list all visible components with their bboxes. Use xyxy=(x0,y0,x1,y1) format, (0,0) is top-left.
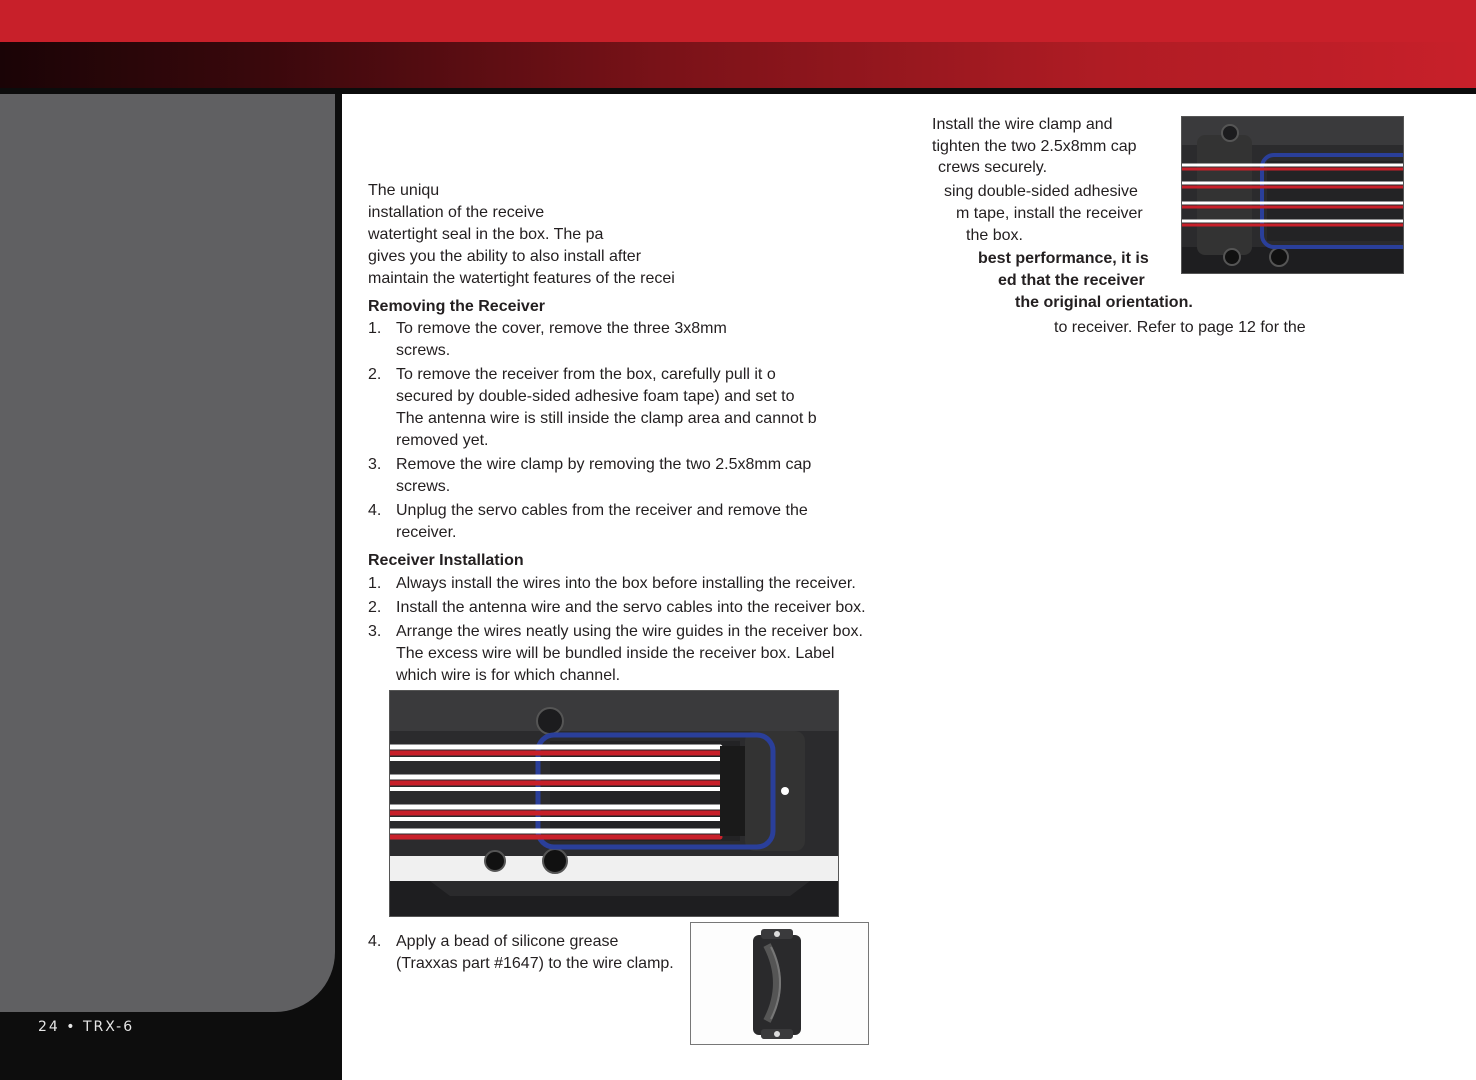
step-line: screws. xyxy=(396,478,451,495)
right-line: crews securely. xyxy=(938,159,1048,176)
step-line: Remove the wire clamp by removing the two 2.5x8mm cap xyxy=(396,456,812,473)
step-line: Arrange the wires neatly using the wire guides in the receiver box. xyxy=(396,623,863,640)
header-gradient-band xyxy=(0,42,1476,90)
right-line: m tape, install the receiver xyxy=(956,205,1143,222)
receiver-box-illustration xyxy=(390,691,838,916)
step-number: 2. xyxy=(368,366,382,383)
step-line: Apply a bead of silicone grease xyxy=(396,933,619,950)
right-line: sing double-sided adhesive xyxy=(944,183,1138,200)
installation-heading: Receiver Installation xyxy=(368,552,524,569)
step-line: The excess wire will be bundled inside the receiver box. Label xyxy=(396,645,835,662)
step-line: (Traxxas part #1647) to the wire clamp. xyxy=(396,955,674,972)
step-line: To remove the receiver from the box, carefully pull it o xyxy=(396,366,776,383)
step-line: secured by double-sided adhesive foam tape) and set to xyxy=(396,388,795,405)
intro-line: The uniqu xyxy=(368,182,440,199)
step-number: 2. xyxy=(368,599,382,616)
right-line: tighten the two 2.5x8mm cap xyxy=(932,138,1137,155)
page-number-label: 24 • TRX-6 xyxy=(38,1019,135,1035)
step-line: screws. xyxy=(396,342,451,359)
step-number: 3. xyxy=(368,623,382,640)
right-line: Install the wire clamp and xyxy=(932,116,1113,133)
header-red-band xyxy=(0,0,1476,42)
right-line-bold: ed that the receiver xyxy=(998,272,1145,289)
step-number: 1. xyxy=(368,320,382,337)
removing-heading: Removing the Receiver xyxy=(368,298,545,315)
step-line: Install the antenna wire and the servo cables into the receiver box. xyxy=(396,599,866,616)
intro-line: maintain the watertight features of the recei xyxy=(368,270,675,287)
receiver-box-photo xyxy=(389,690,839,917)
step-line: To remove the cover, remove the three 3x8mm xyxy=(396,320,727,337)
intro-line: installation of the receive xyxy=(368,204,545,221)
receiver-installed-illustration xyxy=(1182,117,1403,273)
step-line: which wire is for which channel. xyxy=(396,667,621,684)
step-number: 4. xyxy=(368,502,382,519)
step-line: The antenna wire is still inside the clamp area and cannot b xyxy=(396,410,817,427)
wire-clamp-illustration xyxy=(691,923,868,1044)
sidebar-panel xyxy=(0,94,335,1012)
step-line: Always install the wires into the box before installing the receiver. xyxy=(396,575,856,592)
step-number: 4. xyxy=(368,933,382,950)
receiver-installed-photo xyxy=(1181,116,1404,274)
right-line-bold: the original orientation. xyxy=(1015,294,1193,311)
wire-clamp-photo xyxy=(690,922,869,1045)
step-number: 1. xyxy=(368,575,382,592)
step-line: Unplug the servo cables from the receiver and remove the xyxy=(396,502,808,519)
intro-line: gives you the ability to also install after xyxy=(368,248,642,265)
right-line: the box. xyxy=(966,227,1023,244)
right-line-bold: best performance, it is xyxy=(978,250,1149,267)
step-line: removed yet. xyxy=(396,432,489,449)
right-line: to receiver. Refer to page 12 for the xyxy=(1054,319,1306,336)
step-line: receiver. xyxy=(396,524,457,541)
intro-line: watertight seal in the box. The pa xyxy=(368,226,604,243)
step-number: 3. xyxy=(368,456,382,473)
